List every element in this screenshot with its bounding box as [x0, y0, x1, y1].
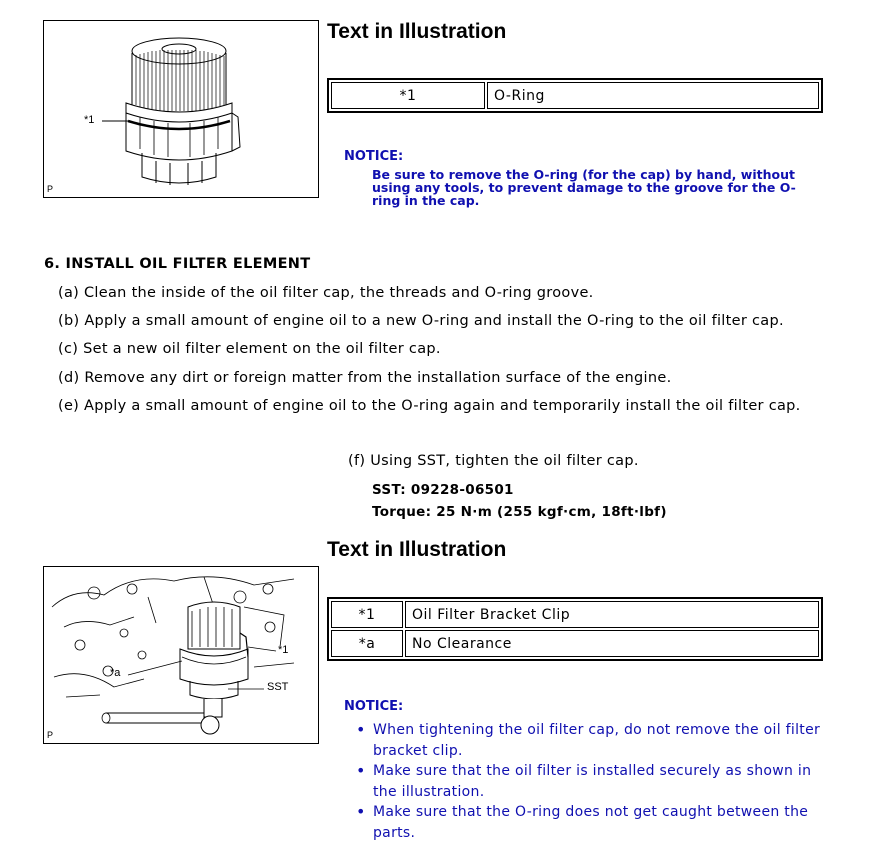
legend-label: Oil Filter Bracket Clip: [405, 601, 819, 628]
illustration-oil-filter-cap: [43, 20, 319, 198]
oil-filter-cap-drawing: [44, 21, 318, 197]
illustration-tighten-with-sst: [43, 566, 319, 744]
text-in-illustration-heading-1: Text in Illustration: [327, 20, 507, 43]
legend-row: [331, 82, 819, 109]
legend-key: *a: [331, 630, 403, 657]
legend-key: *1: [331, 601, 403, 628]
callout-a-label: *a: [110, 667, 121, 679]
callout-1-label: *1: [278, 644, 289, 656]
notice-title-1: NOTICE:: [344, 149, 404, 164]
notice-bullet-list: [354, 720, 834, 843]
torque-spec: Torque: 25 N·m (255 kgf·cm, 18ft·lbf): [372, 504, 667, 520]
legend-row: [331, 601, 819, 628]
legend-row: [331, 630, 819, 657]
figure-corner-mark: P: [47, 730, 54, 740]
illustration-legend-table-2: [327, 597, 823, 661]
callout-1-label: *1: [84, 114, 95, 126]
step-b: (b) Apply a small amount of engine oil to a new O-ring and install the O-ring to the oil filter cap.: [58, 313, 784, 329]
section-title-install-oil-filter-element: 6. INSTALL OIL FILTER ELEMENT: [44, 256, 311, 272]
legend-label: O-Ring: [487, 82, 819, 109]
step-f: (f) Using SST, tighten the oil filter cap.: [348, 453, 639, 469]
illustration-legend-table-1: [327, 78, 823, 113]
notice-bullet: • Make sure that the oil filter is installed securely as shown in the illustration.: [354, 761, 834, 802]
figure-corner-mark: P: [47, 184, 54, 194]
notice-title-2: NOTICE:: [344, 699, 404, 714]
text-in-illustration-heading-2: Text in Illustration: [327, 538, 507, 561]
callout-sst-label: SST: [267, 681, 289, 693]
step-d: (d) Remove any dirt or foreign matter from the installation surface of the engine.: [58, 370, 672, 386]
notice-bullet: • Make sure that the O-ring does not get caught between the parts.: [354, 802, 834, 843]
step-e: (e) Apply a small amount of engine oil to the O-ring again and temporarily install the oil filter cap.: [58, 398, 801, 414]
step-a: (a) Clean the inside of the oil filter cap, the threads and O-ring groove.: [58, 285, 594, 301]
legend-label: No Clearance: [405, 630, 819, 657]
step-c: (c) Set a new oil filter element on the oil filter cap.: [58, 341, 441, 357]
notice-bullet: • When tightening the oil filter cap, do not remove the oil filter bracket clip.: [354, 720, 834, 761]
sst-number: SST: 09228-06501: [372, 482, 514, 498]
sst-tightening-drawing: [44, 567, 318, 743]
legend-key: *1: [331, 82, 485, 109]
notice-text-1: Be sure to remove the O-ring (for the cap) by hand, without using any tools, to prevent damage to the groove for the O-ring in the cap.: [372, 167, 796, 208]
